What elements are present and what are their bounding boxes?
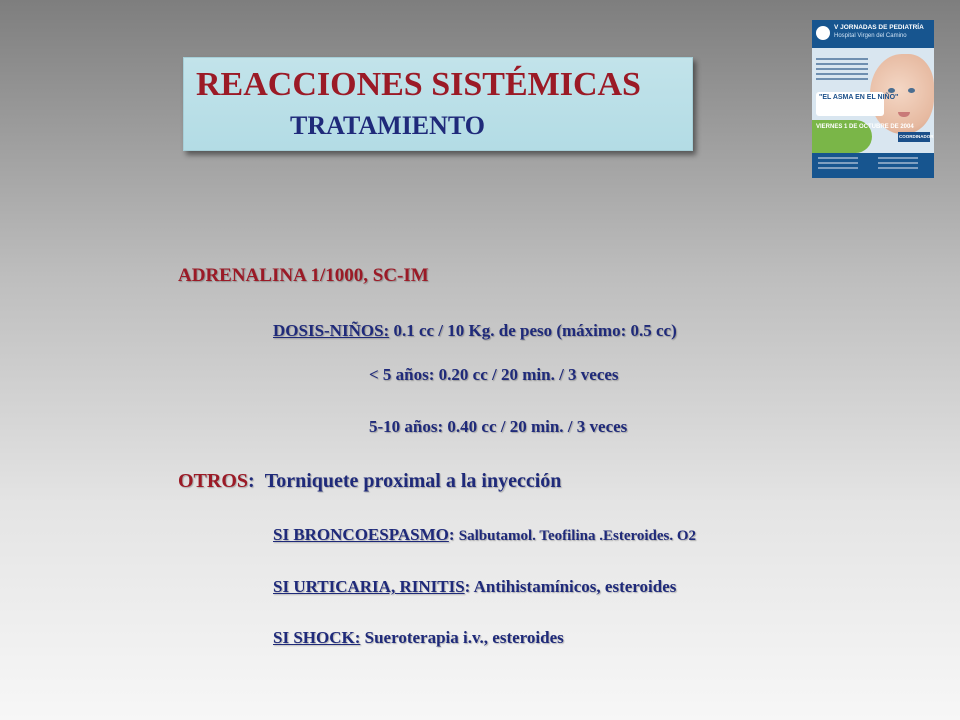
event-poster-image [812,20,934,178]
slide-subtitle: TRATAMIENTO [290,111,486,140]
poster-info-lines [816,58,868,83]
poster-date: VIERNES 1 DE OCTUBRE DE 2004 [816,124,914,130]
broncoespasmo-label: SI BRONCOESPASMO [273,525,449,544]
poster-banner-text: "EL ASMA EN EL NIÑO" [819,94,899,101]
slide-title: REACCIONES SISTÉMICAS [196,66,641,103]
dose-under5-line: < 5 años: 0.20 cc / 20 min. / 3 veces [369,365,619,384]
otros-text: Torniquete proximal a la inyección [264,470,562,492]
poster-header-subtitle: Hospital Virgen del Camino [834,33,907,39]
otros-line [178,470,561,493]
drug-heading: ADRENALINA 1/1000, SC-IM [178,265,429,286]
baby-eye-icon [908,88,915,93]
dose-5to10-line: 5-10 años: 0.40 cc / 20 min. / 3 veces [369,417,628,436]
title-box [183,57,693,151]
urticaria-label: SI URTICARIA, RINITIS [273,577,465,596]
broncoespasmo-text: Salbutamol. Teofilina .Esteroides. O2 [458,528,697,544]
poster-footer-lines [818,157,858,172]
poster-coordinator-label: COORDINADOR [899,134,934,139]
baby-eye-icon [888,88,895,93]
dose-text: 0.1 cc / 10 Kg. de peso (máximo: 0.5 cc) [389,321,677,340]
dose-label: DOSIS-NIÑOS: [273,321,390,340]
shock-text: Sueroterapia i.v., esteroides [360,628,564,647]
shock-line [273,628,564,648]
otros-colon: : [248,470,255,492]
broncoespasmo-colon: : [448,525,459,544]
poster-header-title: V JORNADAS DE PEDIATRÍA [834,24,924,31]
hospital-logo-icon [816,26,830,40]
dose-line [273,321,677,341]
shock-label: SI SHOCK: [273,628,361,647]
broncoespasmo-line [273,525,696,545]
urticaria-line [273,577,676,597]
otros-label: OTROS [178,470,249,492]
urticaria-text: : Antihistamínicos, esteroides [464,577,677,596]
poster-footer-lines [878,157,918,172]
